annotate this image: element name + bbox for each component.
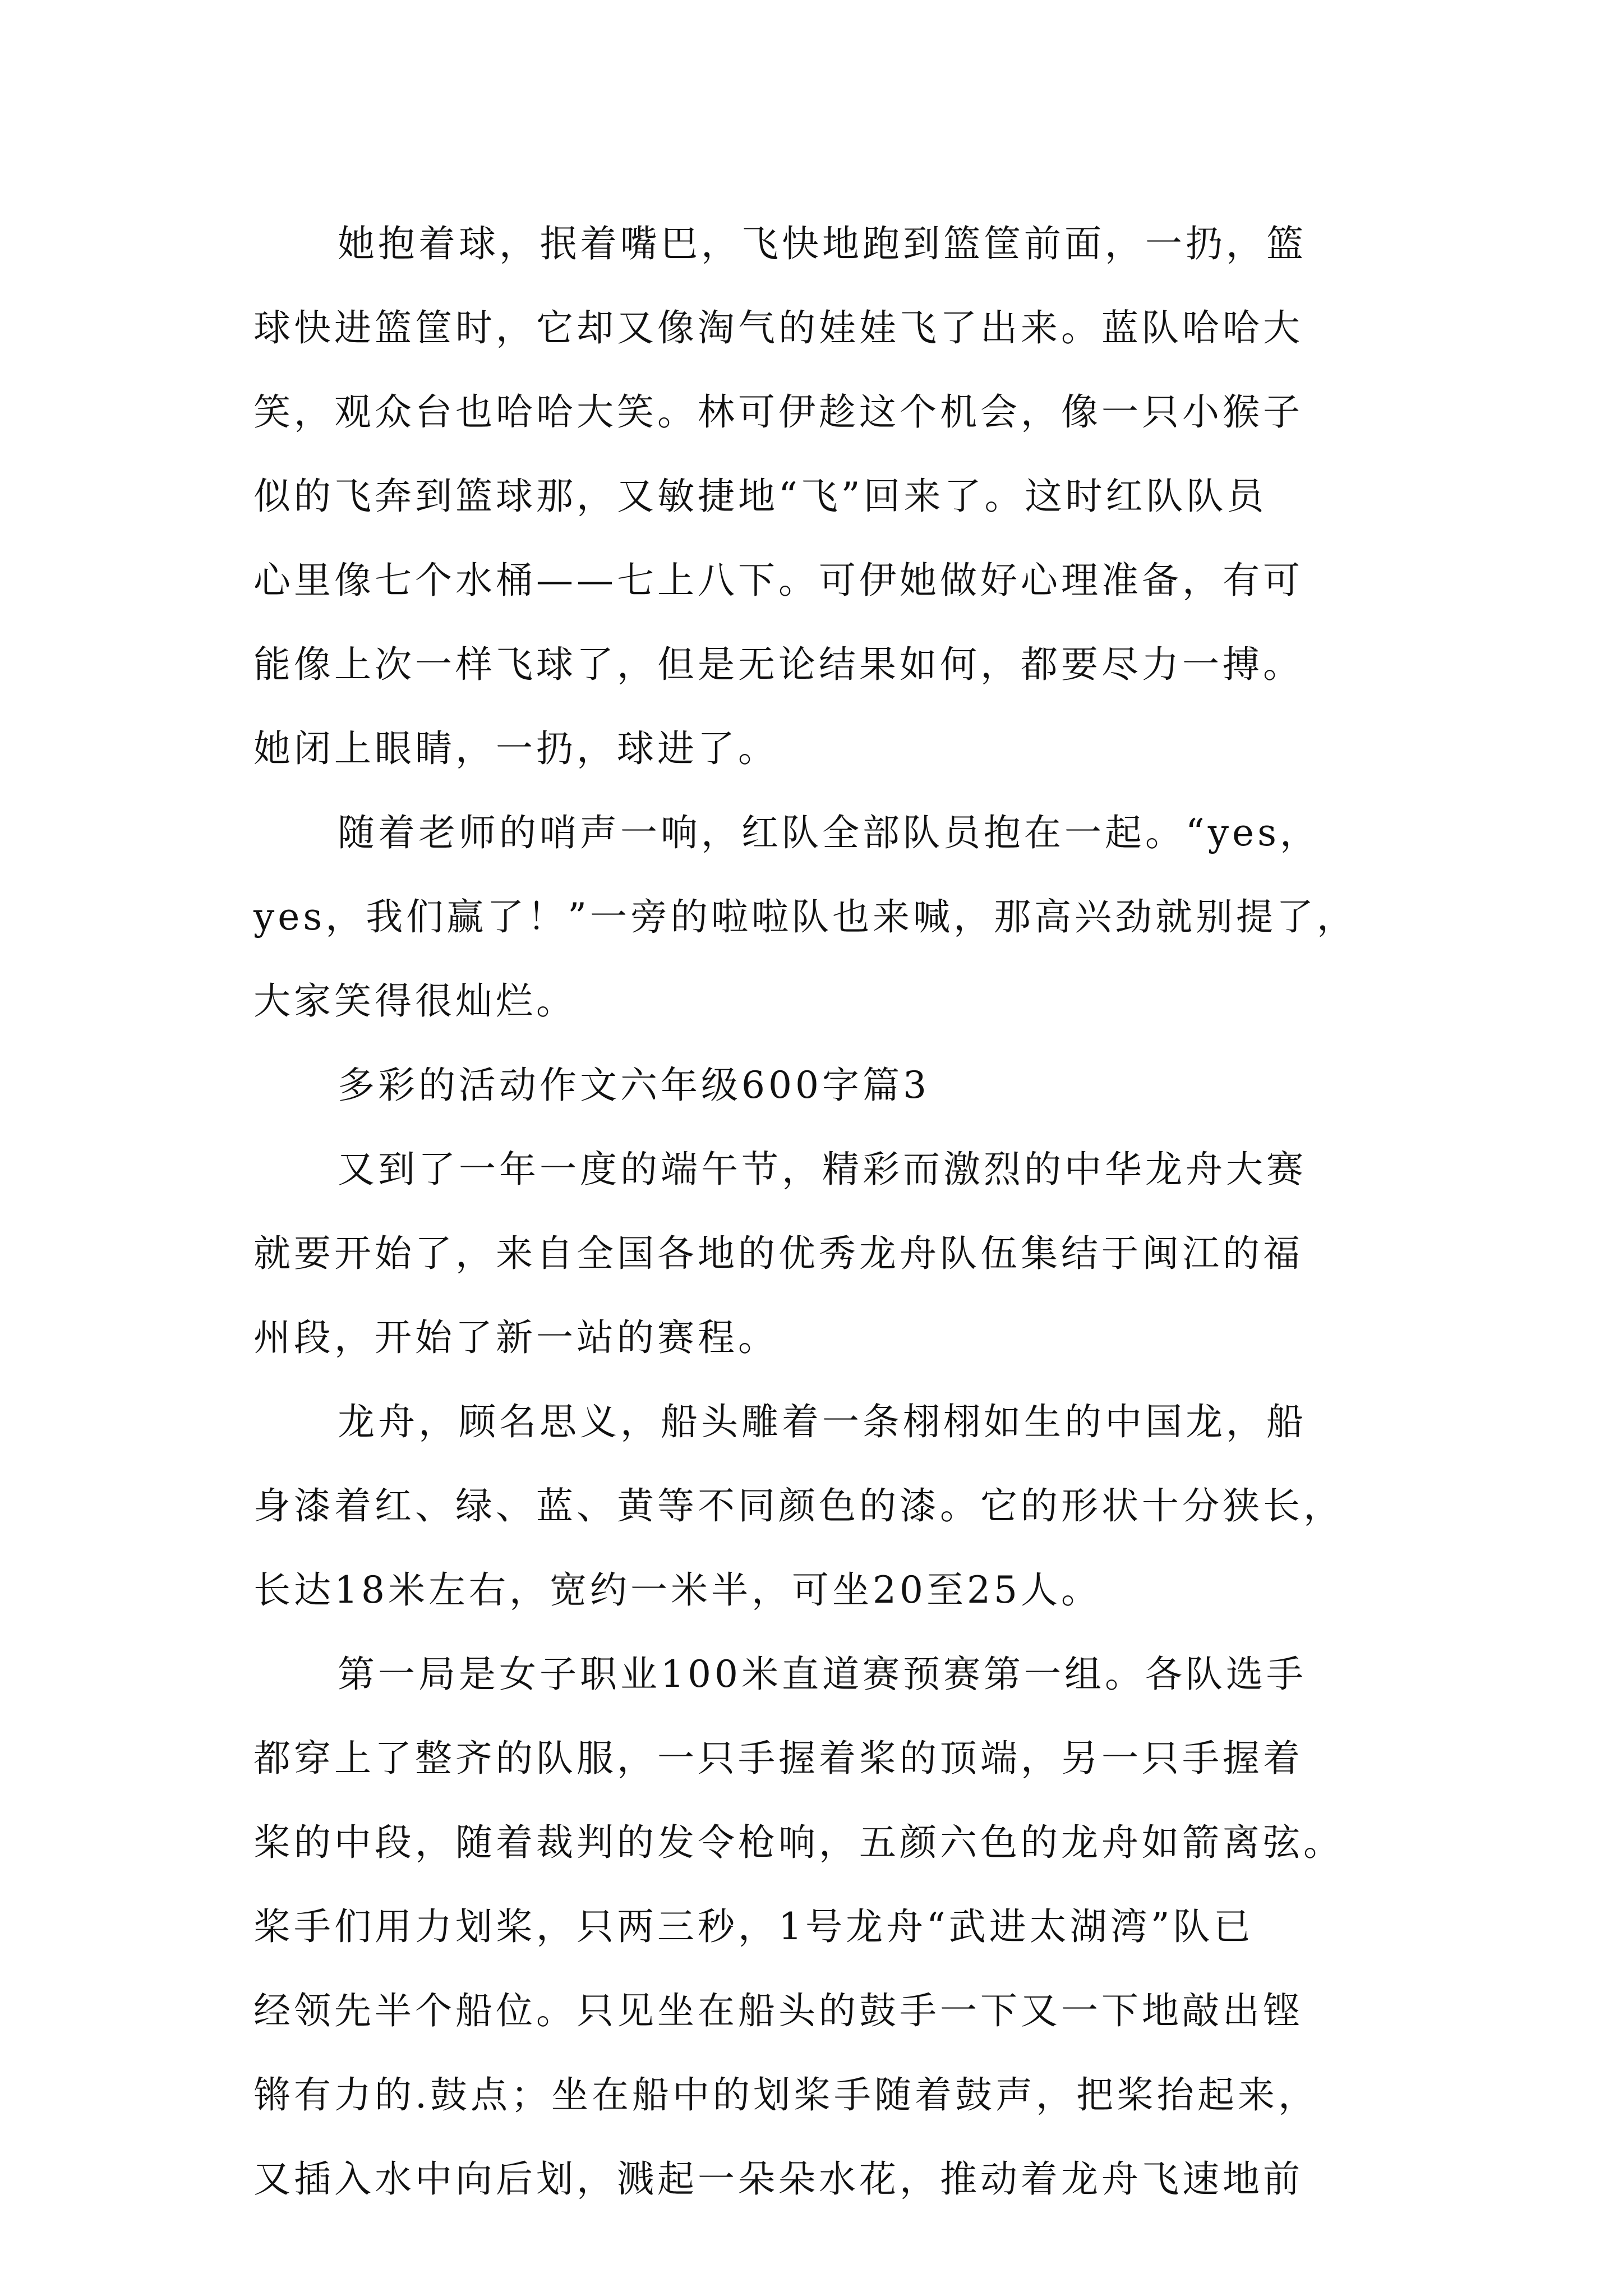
- text-line: 第一局是女子职业100米直道赛预赛第一组。各队选手: [338, 1653, 1307, 1696]
- text-line: 又到了一年一度的端午节，精彩而激烈的中华龙舟大赛: [338, 1148, 1307, 1191]
- text-line: 都穿上了整齐的队服，一只手握着桨的顶端，另一只手握着: [253, 1737, 1303, 1780]
- text-line: 大家笑得很灿烂。: [253, 979, 577, 1023]
- text-line: 锵有力的.鼓点；坐在船中的划桨手随着鼓声，把桨抬起来，: [253, 2073, 1318, 2116]
- text-line: yes，我们赢了！”一旁的啦啦队也来喊，那高兴劲就别提了，: [253, 895, 1357, 938]
- text-line: 就要开始了，来自全国各地的优秀龙舟队伍集结于闽江的福: [253, 1232, 1303, 1275]
- text-line: 心里像七个水桶——七上八下。可伊她做好心理准备，有可: [253, 559, 1303, 602]
- text-line: 长达18米左右，宽约一米半，可坐20至25人。: [253, 1568, 1101, 1612]
- text-line: 龙舟，顾名思义，船头雕着一条栩栩如生的中国龙，船: [338, 1400, 1307, 1443]
- text-line: 又插入水中向后划，溅起一朵朵水花，推动着龙舟飞速地前: [253, 2157, 1303, 2201]
- text-line: 她闭上眼睛，一扔，球进了。: [253, 727, 778, 770]
- text-line: 似的飞奔到篮球那，又敏捷地“飞”回来了。这时红队队员: [253, 475, 1267, 518]
- text-line: 经领先半个船位。只见坐在船头的鼓手一下又一下地敲出铿: [253, 1989, 1303, 2032]
- section-heading: 多彩的活动作文六年级600字篇3: [338, 1064, 930, 1107]
- text-line: 球快进篮筐时，它却又像淘气的娃娃飞了出来。蓝队哈哈大: [253, 306, 1303, 349]
- text-line: 桨手们用力划桨，只两三秒，1号龙舟“武进太湖湾”队已: [253, 1905, 1254, 1948]
- text-line: 笑，观众台也哈哈大笑。林可伊趁这个机会，像一只小猴子: [253, 390, 1303, 434]
- text-line: 桨的中段，随着裁判的发令枪响，五颜六色的龙舟如箭离弦。: [253, 1821, 1344, 1864]
- text-line: 随着老师的哨声一响，红队全部队员抱在一起。“yes，: [338, 811, 1320, 854]
- text-line: 州段，开始了新一站的赛程。: [253, 1316, 778, 1359]
- text-line: 能像上次一样飞球了，但是无论结果如何，都要尽力一搏。: [253, 643, 1303, 686]
- text-line: 身漆着红、绿、蓝、黄等不同颜色的漆。它的形状十分狭长，: [253, 1484, 1344, 1527]
- text-line: 她抱着球，抿着嘴巴，飞快地跑到篮筐前面，一扔，篮: [338, 222, 1307, 265]
